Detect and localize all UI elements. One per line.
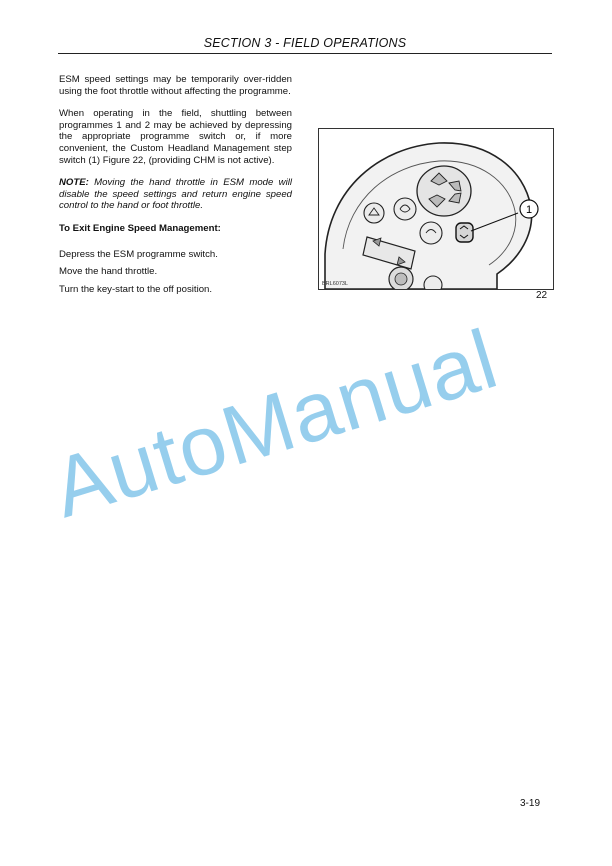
figure-code: BRL6073L: [322, 281, 348, 287]
exit-esm-heading: To Exit Engine Speed Management:: [59, 222, 221, 234]
round-button-low: [420, 222, 442, 244]
step-key-off: Turn the key-start to the off position.: [59, 283, 213, 295]
section-header: SECTION 3 - FIELD OPERATIONS: [58, 36, 552, 54]
watermark-text: AutoManual: [41, 311, 508, 536]
text-column: [59, 74, 292, 301]
figure-number: 22: [536, 290, 548, 301]
round-button-mid: [394, 198, 416, 220]
note-paragraph: [59, 177, 292, 212]
step-move-throttle: Move the hand throttle.: [59, 266, 158, 278]
paragraph-shuttling: When operating in the field, shuttling between programmes 1 and 2 may be achieved by depressing the appropriate programme switch or, if more convenient, the Custom Headland Management step switch (1) Figure 22, (providing CHM is not active).: [59, 108, 292, 166]
round-button-left: [364, 203, 384, 223]
step-depress-switch: Depress the ESM programme switch.: [59, 248, 218, 260]
note-text: Moving the hand throttle in ESM mode will disable the speed settings and return engine speed control to the hand or foot throttle.: [59, 177, 292, 212]
page-number: 3-19: [520, 798, 541, 809]
note-label: NOTE:: [59, 177, 89, 189]
callout-number: 1: [525, 204, 533, 216]
top-button-cluster: [417, 166, 471, 216]
armrest-control-drawing: [319, 129, 553, 289]
figure-22-illustration: [318, 128, 554, 290]
paragraph-esm-override: ESM speed settings may be temporarily over-ridden using the foot throttle without affecting the programme.: [59, 74, 292, 97]
